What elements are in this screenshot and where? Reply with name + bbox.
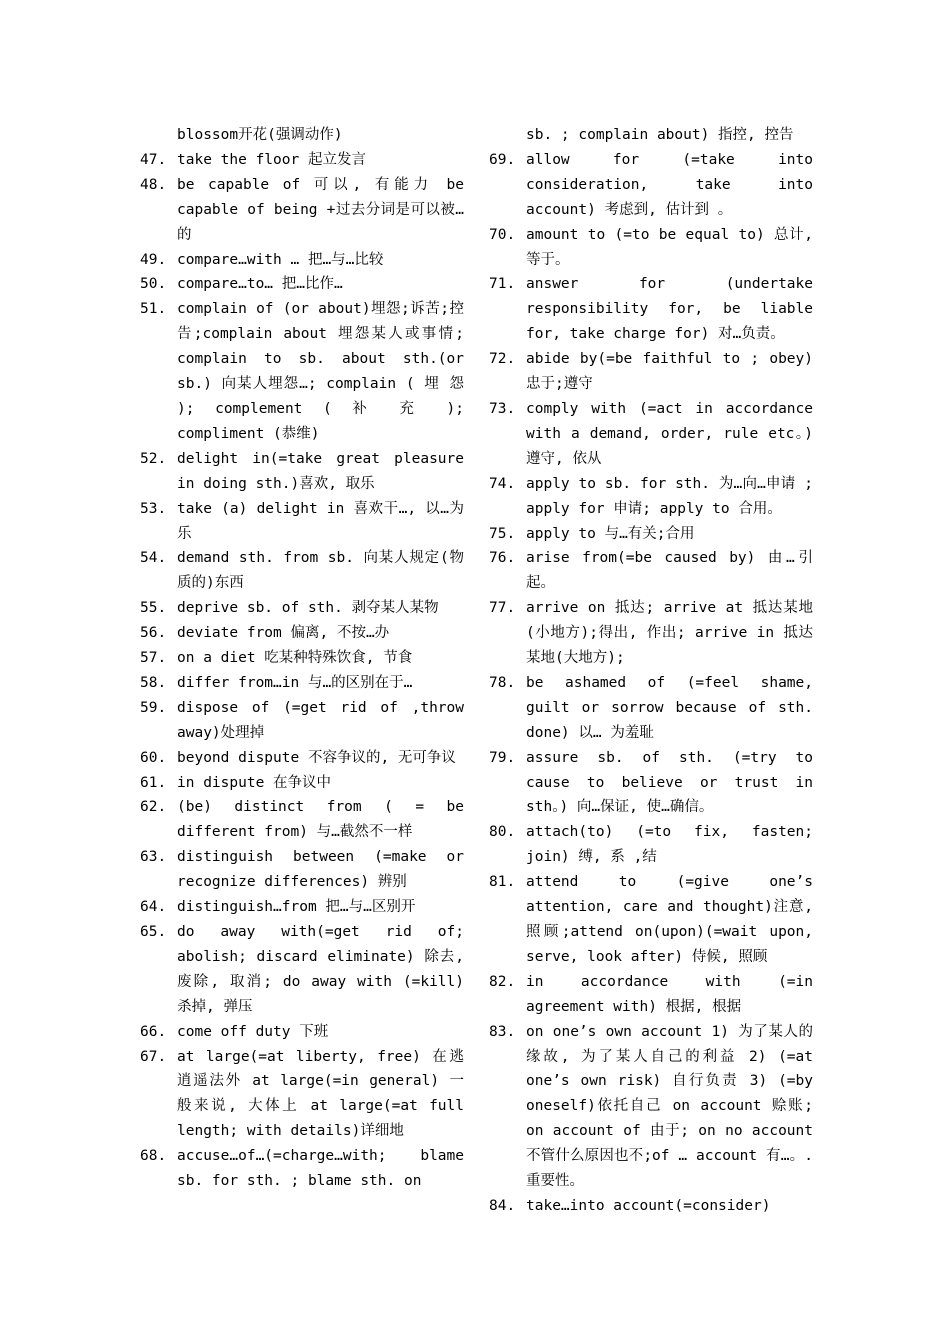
vocab-entry [140, 845, 470, 895]
entry-text: distinguish between (=make or recognize differences) 辨别 [177, 849, 464, 891]
entry-number: 52. [140, 450, 167, 467]
vocab-entry [140, 771, 470, 796]
entry-number: 55. [140, 600, 167, 617]
entry-number: 67. [140, 1048, 167, 1065]
entry-number: 57. [140, 650, 167, 667]
vocab-entry [489, 522, 819, 547]
vocab-entry [140, 272, 470, 297]
vocab-entry [140, 646, 470, 671]
entry-number: 50. [140, 276, 167, 293]
vocab-entry [140, 248, 470, 273]
entry-number: 79. [489, 749, 516, 766]
vocab-entry [140, 497, 470, 547]
entry-text: answer for (undertake responsibility for, be liable for, take charge for) 对…负责。 [526, 276, 813, 343]
entry-number: 75. [489, 525, 516, 542]
entry-text: take (a) delight in 喜欢干…, 以…为乐 [177, 500, 464, 542]
entry-number: 61. [140, 774, 167, 791]
entry-number: 72. [489, 351, 516, 368]
entry-number: 49. [140, 251, 167, 268]
entry-number: 56. [140, 625, 167, 642]
entry-text: abide by(=be faithful to ; obey) 忠于;遵守 [526, 351, 813, 393]
entry-text: in dispute 在争议中 [177, 774, 332, 791]
vocab-entry [140, 696, 470, 746]
vocab-entry [489, 397, 819, 472]
vocab-entry [140, 173, 470, 248]
vocab-entry [489, 1020, 819, 1194]
vocab-entry [140, 546, 470, 596]
entry-text: dispose of (=get rid of ,throw away)处理掉 [177, 699, 464, 741]
vocab-entry [140, 123, 470, 148]
entry-text: come off duty 下班 [177, 1023, 329, 1040]
entry-number: 69. [489, 151, 516, 168]
vocab-entry [489, 970, 819, 1020]
entry-text: compare…with … 把…与…比较 [177, 251, 384, 268]
vocab-entry [140, 795, 470, 845]
entry-number: 84. [489, 1197, 516, 1214]
entry-text: delight in(=take great pleasure in doing sth.)喜欢, 取乐 [177, 450, 464, 492]
entry-text: in accordance with (=in agreement with) 根据, 根据 [526, 973, 813, 1015]
entry-text: allow for (=take into consideration, take into account) 考虑到, 估计到 。 [526, 151, 813, 218]
right-column [489, 123, 819, 1219]
entry-text: assure sb. of sth. (=try to cause to believe or trust in sth。) 向…保证, 使…确信。 [526, 749, 813, 816]
entry-number: 68. [140, 1148, 167, 1165]
vocab-entry [489, 472, 819, 522]
vocab-entry [140, 1045, 470, 1145]
vocab-entry [489, 272, 819, 347]
entry-number: 51. [140, 301, 167, 318]
vocab-entry [140, 671, 470, 696]
vocab-entry [489, 820, 819, 870]
vocab-entry [489, 546, 819, 596]
entry-text: be capable of 可以, 有能力 be capable of being +过去分词是可以被…的 [177, 176, 464, 243]
entry-text: compare…to… 把…比作… [177, 276, 343, 293]
entry-text: comply with (=act in accordance with a demand, order, rule etc。) 遵守, 依从 [526, 400, 813, 467]
entry-number: 77. [489, 600, 516, 617]
entry-text: on a diet 吃某种特殊饮食, 节食 [177, 650, 413, 667]
vocab-entry [489, 870, 819, 970]
entry-text: differ from…in 与…的区别在于… [177, 674, 413, 691]
entry-number: 71. [489, 276, 516, 293]
entry-number: 81. [489, 874, 516, 891]
vocab-entry [140, 297, 470, 446]
entry-number: 82. [489, 973, 516, 990]
entry-number: 73. [489, 400, 516, 417]
entry-text: deprive sb. of sth. 剥夺某人某物 [177, 600, 439, 617]
vocab-entry [140, 621, 470, 646]
vocab-entry [140, 920, 470, 1020]
entry-text: be ashamed of (=feel shame, guilt or sorrow because of sth. done) 以… 为羞耻 [526, 674, 813, 741]
entry-number: 80. [489, 824, 516, 841]
entry-text: on one’s own account 1) 为了某人的缘故, 为了某人自己的利益 2) (=at one’s own risk) 自行负责 3) (=by oneself)依托自己 on account 赊账; on account of 由于; on no account 不管什么原因也不;of … account 有…。.重要性。 [526, 1023, 813, 1190]
entry-number: 53. [140, 500, 167, 517]
entry-text: complain of (or about)埋怨;诉苦;控告;complain about 埋怨某人或事情; complain to sb. about sth.(or sb.) 向某人埋怨…; complain ( 埋 怨 ); complement ( 补 充 ); compliment (恭维) [177, 301, 464, 442]
entry-text: attach(to) (=to fix, fasten; join) 缚, 系 ,结 [526, 824, 813, 866]
entry-text: apply to 与…有关;合用 [526, 525, 695, 542]
entry-text: demand sth. from sb. 向某人规定(物质的)东西 [177, 550, 464, 592]
entry-number: 58. [140, 674, 167, 691]
entry-text: deviate from 偏离, 不按…办 [177, 625, 390, 642]
entry-text: apply to sb. for sth. 为…向…申请 ; apply for 申请; apply to 合用。 [526, 475, 813, 517]
entry-number: 65. [140, 924, 167, 940]
vocab-entry [489, 671, 819, 746]
entry-text: arrive on 抵达; arrive at 抵达某地(小地方);得出, 作出; arrive in 抵达某地(大地方); [526, 600, 813, 667]
entry-number: 66. [140, 1023, 167, 1040]
entry-number: 76. [489, 550, 516, 567]
vocab-entry [489, 123, 819, 148]
entry-number: 59. [140, 699, 167, 716]
vocab-entry [489, 746, 819, 821]
entry-text: at large(=at liberty, free) 在逃 逍遥法外 at large(=in general) 一般来说, 大体上 at large(=at full length; with details)详细地 [177, 1048, 464, 1140]
vocab-entry [140, 447, 470, 497]
vocab-entry [140, 1144, 470, 1194]
entry-number: 83. [489, 1023, 516, 1040]
entry-text: do away with(=get rid of; abolish; discard eliminate) 除去, 废除, 取消; do away with (=kill) 杀掉, 弹压 [177, 924, 464, 1015]
entry-text: beyond dispute 不容争议的, 无可争议 [177, 749, 456, 766]
vocab-entry [489, 347, 819, 397]
vocab-entry [140, 1020, 470, 1045]
vocab-entry [140, 895, 470, 920]
entry-text: take…into account(=consider) [526, 1197, 771, 1214]
vocab-entry [489, 148, 819, 223]
entry-number: 78. [489, 674, 516, 691]
vocab-entry [140, 596, 470, 621]
entry-number: 74. [489, 475, 516, 492]
vocab-entry [489, 223, 819, 273]
entry-text: (be) distinct from ( = be different from) 与…截然不一样 [177, 799, 464, 841]
entry-text: amount to (=to be equal to) 总计, 等于。 [526, 226, 813, 268]
entry-number: 54. [140, 550, 167, 567]
entry-text: accuse…of…(=charge…with; blame sb. for sth. ; blame sth. on [177, 1148, 464, 1190]
entry-number: 63. [140, 849, 167, 866]
entry-number: 47. [140, 151, 167, 168]
left-column [140, 123, 470, 1194]
entry-number: 60. [140, 749, 167, 766]
entry-number: 64. [140, 899, 167, 916]
entry-text: blossom开花(强调动作) [177, 127, 343, 143]
entry-text: take the floor 起立发言 [177, 151, 366, 168]
entry-number: 70. [489, 226, 516, 243]
entry-number: 48. [140, 176, 167, 193]
entry-text: sb. ; complain about) 指控, 控告 [526, 127, 794, 143]
entry-text: attend to (=give one’s attention, care and thought)注意, 照顾;attend on(upon)(=wait upon, serve, look after) 侍候, 照顾 [526, 874, 813, 965]
vocab-entry [489, 596, 819, 671]
entry-text: distinguish…from 把…与…区别开 [177, 899, 416, 916]
entry-text: arise from(=be caused by) 由…引起。 [526, 550, 813, 592]
entry-number: 62. [140, 799, 167, 816]
vocab-entry [140, 148, 470, 173]
vocab-entry [489, 1194, 819, 1219]
vocab-entry [140, 746, 470, 771]
